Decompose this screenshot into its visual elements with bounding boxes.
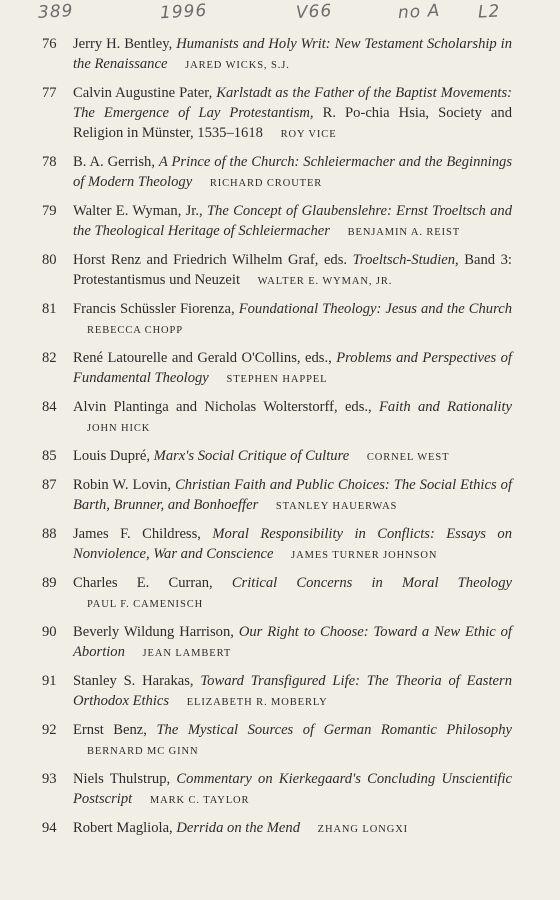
entry-reviewer: BENJAMIN A. REIST bbox=[347, 227, 461, 238]
list-item bbox=[42, 573, 512, 615]
entry-author: Ernst Benz, bbox=[73, 722, 147, 738]
marginalia-note: no A bbox=[397, 0, 441, 24]
list-item bbox=[42, 622, 512, 664]
list-item bbox=[42, 348, 512, 390]
entry-author: Robert Magliola, bbox=[73, 820, 173, 836]
entry-reviewer: JAMES TURNER JOHNSON bbox=[291, 550, 438, 561]
entry-reviewer: JARED WICKS, S.J. bbox=[185, 60, 290, 71]
page-number: 90 bbox=[42, 624, 57, 640]
entry-author: Calvin Augustine Pater, bbox=[73, 85, 213, 101]
page-number: 80 bbox=[42, 252, 57, 268]
review-list bbox=[42, 34, 512, 847]
page-number: 84 bbox=[42, 399, 57, 415]
entry-title: Our Right to Choose: Toward a New Ethic of Abortion bbox=[73, 624, 512, 660]
list-item bbox=[42, 720, 512, 762]
entry-author: Louis Dupré, bbox=[73, 448, 151, 464]
marginalia-note: L2 bbox=[477, 1, 501, 23]
entry-title: Foundational Theology: Jesus and the Church bbox=[238, 301, 512, 317]
entry-author: Alvin Plantinga and Nicholas Wolterstorff, eds., bbox=[73, 399, 372, 415]
entry-reviewer: MARK C. TAYLOR bbox=[149, 795, 250, 806]
list-item bbox=[42, 446, 512, 468]
entry-title: Moral Responsibility in Conflicts: Essays on Nonviolence, War and Conscience bbox=[73, 526, 513, 562]
page-number: 79 bbox=[42, 203, 57, 219]
entry-title: Troeltsch-Studien, bbox=[352, 252, 459, 268]
entry-author: Charles E. Curran, bbox=[73, 575, 213, 591]
entry-title: Christian Faith and Public Choices: The Social Ethics of Barth, Brunner, and Bonhoeffer bbox=[73, 477, 512, 513]
page-number: 87 bbox=[42, 477, 57, 493]
list-item bbox=[42, 671, 512, 713]
entry-reviewer: ELIZABETH R. MOBERLY bbox=[186, 697, 328, 708]
page-number: 92 bbox=[42, 722, 57, 738]
entry-extra: R. Po-chia Hsia, Society and Religion in Münster, 1535–1618 bbox=[73, 105, 512, 141]
entry-title: The Concept of Glaubenslehre: Ernst Troeltsch and the Theological Heritage of Schleiermacher bbox=[73, 203, 512, 239]
page-number: 82 bbox=[42, 350, 57, 366]
entry-reviewer: JOHN HICK bbox=[87, 423, 151, 434]
page-number: 78 bbox=[42, 154, 57, 170]
page-number: 93 bbox=[42, 771, 57, 787]
entry-reviewer: CORNEL WEST bbox=[366, 452, 450, 463]
entry-reviewer: RICHARD CROUTER bbox=[209, 178, 323, 189]
entry-reviewer: REBECCA CHOPP bbox=[87, 325, 184, 336]
entry-title: The Mystical Sources of German Romantic Philosophy bbox=[156, 722, 512, 738]
entry-author: Francis Schüssler Fiorenza, bbox=[73, 301, 235, 317]
entry-title: Commentary on Kierkegaard's Concluding Unscientific Postscript bbox=[73, 771, 512, 807]
page-number: 76 bbox=[42, 36, 57, 52]
entry-title: Humanists and Holy Writ: New Testament Scholarship in the Renaissance bbox=[73, 36, 512, 72]
entry-reviewer: BERNARD MC GINN bbox=[87, 746, 199, 757]
marginalia-note: 1996 bbox=[159, 0, 208, 24]
entry-reviewer: STANLEY HAUERWAS bbox=[275, 501, 398, 512]
entry-author: Walter E. Wyman, Jr., bbox=[73, 203, 203, 219]
entry-author: Horst Renz and Friedrich Wilhelm Graf, eds. bbox=[73, 252, 348, 268]
list-item bbox=[42, 524, 512, 566]
entry-title: Faith and Rationality bbox=[379, 399, 512, 415]
list-item bbox=[42, 201, 512, 243]
entry-author: Robin W. Lovin, bbox=[73, 477, 172, 493]
entry-author: B. A. Gerrish, bbox=[73, 154, 155, 170]
list-item bbox=[42, 299, 512, 341]
list-item bbox=[42, 818, 512, 840]
entry-reviewer: WALTER E. WYMAN, JR. bbox=[257, 276, 393, 287]
entry-title: Marx's Social Critique of Culture bbox=[153, 448, 350, 464]
entry-reviewer: ZHANG LONGXI bbox=[317, 824, 409, 835]
entry-reviewer: STEPHEN HAPPEL bbox=[226, 374, 328, 385]
list-item bbox=[42, 250, 512, 292]
entry-title: Derrida on the Mend bbox=[176, 820, 300, 836]
entry-author: James F. Childress, bbox=[73, 526, 201, 542]
entry-extra: Band 3: Protestantismus und Neuzeit bbox=[73, 252, 512, 288]
entry-author: Jerry H. Bentley, bbox=[73, 36, 173, 52]
entry-title: Critical Concerns in Moral Theology bbox=[231, 575, 512, 591]
entry-title: Karlstadt as the Father of the Baptist Movements: The Emergence of Lay Protestantism, bbox=[73, 85, 512, 121]
entry-reviewer: JEAN LAMBERT bbox=[142, 648, 232, 659]
page-number: 91 bbox=[42, 673, 57, 689]
list-item bbox=[42, 397, 512, 439]
marginalia-note: V66 bbox=[295, 1, 333, 23]
entry-author: Stanley S. Harakas, bbox=[73, 673, 194, 689]
list-item bbox=[42, 152, 512, 194]
list-item bbox=[42, 83, 512, 145]
entry-author: René Latourelle and Gerald O'Collins, eds., bbox=[73, 350, 332, 366]
page-number: 89 bbox=[42, 575, 57, 591]
list-item bbox=[42, 475, 512, 517]
list-item bbox=[42, 34, 512, 76]
page-number: 77 bbox=[42, 85, 57, 101]
handwritten-marginalia bbox=[0, 0, 560, 30]
entry-reviewer: ROY VICE bbox=[280, 129, 337, 140]
page-number: 81 bbox=[42, 301, 57, 317]
entry-author: Niels Thulstrup, bbox=[73, 771, 171, 787]
entry-reviewer: PAUL F. CAMENISCH bbox=[87, 599, 204, 610]
marginalia-note: 389 bbox=[37, 1, 74, 23]
entry-author: Beverly Wildung Harrison, bbox=[73, 624, 234, 640]
page-number: 94 bbox=[42, 820, 57, 836]
entry-title: Problems and Perspectives of Fundamental Theology bbox=[73, 350, 512, 386]
entry-title: Toward Transfigured Life: The Theoria of Eastern Orthodox Ethics bbox=[73, 673, 512, 709]
list-item bbox=[42, 769, 512, 811]
page-number: 88 bbox=[42, 526, 57, 542]
page-number: 85 bbox=[42, 448, 57, 464]
entry-title: A Prince of the Church: Schleiermacher and the Beginnings of Modern Theology bbox=[73, 154, 512, 190]
